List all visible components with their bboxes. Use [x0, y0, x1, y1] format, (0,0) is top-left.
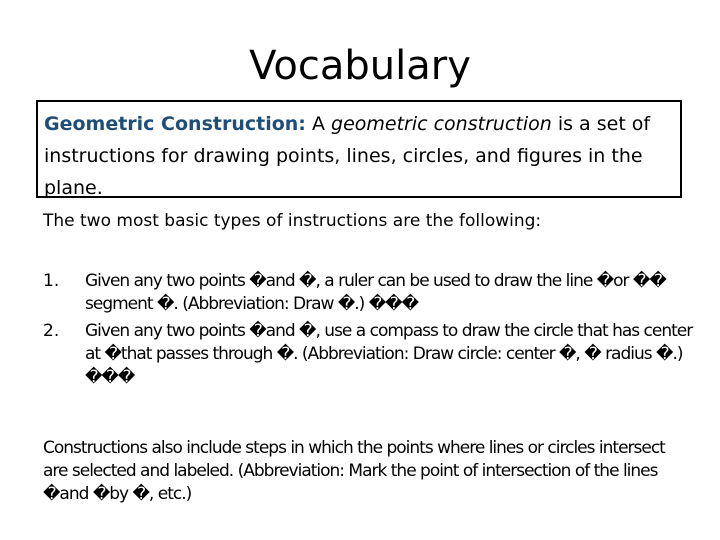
- definition-term: Geometric Construction:: [44, 113, 306, 135]
- slide-title: Vocabulary: [249, 43, 471, 89]
- list-item: [43, 270, 703, 316]
- definition-box: [36, 100, 682, 198]
- list-item: [43, 320, 703, 389]
- instruction-list: [43, 270, 703, 393]
- definition-lead: A: [311, 113, 325, 135]
- list-text: Given any two points �and �, use a compass to draw the circle that has center at �that passes through �. (Abbreviation: Draw circle: center �, � radius �.) ���: [85, 321, 693, 387]
- definition-italic: geometric construction: [331, 113, 552, 135]
- definition-rest: is a set of instructions for drawing points, lines, circles, and figures in the plane.: [44, 113, 651, 199]
- intro-text: The two most basic types of instructions are the following:: [43, 211, 542, 231]
- list-number: 1.: [43, 271, 60, 291]
- list-text: Given any two points �and �, a ruler can be used to draw the line �or �� segment �. (Abbreviation: Draw �.) ���: [85, 271, 666, 314]
- outro-text: Constructions also include steps in which the points where lines or circles intersect are selected and labeled. (Abbreviation: Mark the point of intersection of the lines �and �by �, etc.): [43, 438, 665, 504]
- list-number: 2.: [43, 321, 60, 341]
